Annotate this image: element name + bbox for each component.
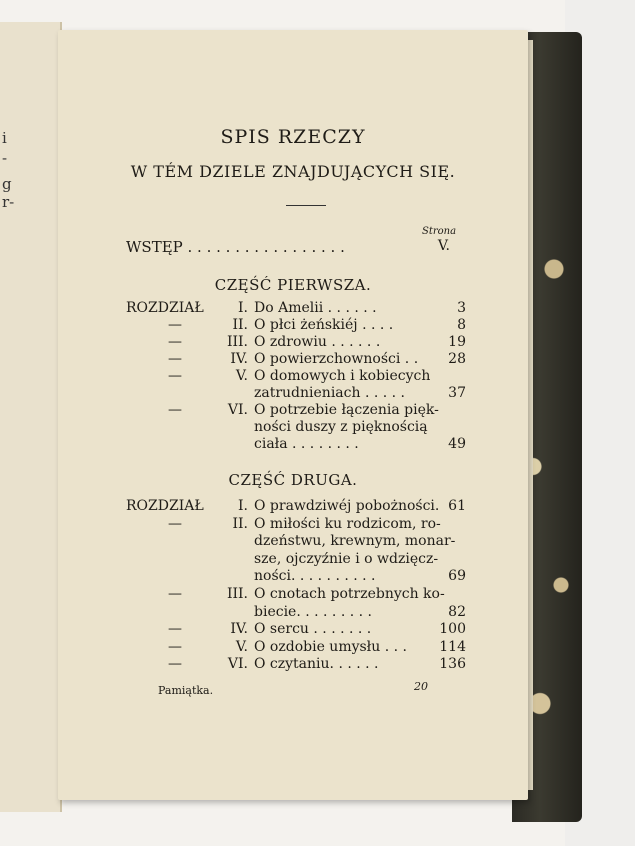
footer-signature: 20: [414, 680, 428, 693]
chapter-page-number: 114: [439, 638, 466, 655]
chapter-number: VI.: [227, 656, 248, 673]
chapter-page-number: 8: [457, 317, 466, 333]
chapter-title: dzeństwu, krewnym, monar-: [254, 533, 456, 550]
chapter-number: IV.: [230, 351, 248, 367]
chapter-number: V.: [235, 368, 248, 384]
part2-heading: CZĘŚĆ DRUGA.: [228, 471, 358, 489]
chapter-dash: —: [168, 317, 182, 333]
left-page-fragment: g: [2, 175, 12, 193]
chapter-number: I.: [238, 498, 248, 514]
chapter-title: O cnotach potrzebnych ko-: [254, 586, 445, 602]
chapter-number: IV.: [230, 621, 248, 638]
chapter-number: III.: [226, 586, 248, 602]
chapter-dash: —: [168, 621, 182, 638]
left-page-fragment: i: [2, 129, 7, 147]
chapter-prefix: ROZDZIAŁ: [126, 300, 204, 316]
chapter-title: zatrudnieniach . . . . .: [254, 385, 405, 401]
chapter-prefix: ROZDZIAŁ: [126, 498, 204, 514]
chapter-title: O potrzebie łączenia pięk-: [254, 402, 439, 418]
chapter-page-number: 28: [448, 351, 466, 367]
chapter-title: O miłości ku rodzicom, ro-: [254, 515, 441, 532]
intro-entry-label: WSTĘP . . . . . . . . . . . . . . . . .: [126, 238, 345, 256]
chapter-number: V.: [235, 638, 248, 655]
chapter-number: I.: [238, 300, 248, 316]
page-subtitle: W TÉM DZIELE ZNAJDUJĄCYCH SIĘ.: [130, 162, 456, 181]
chapter-dash: —: [168, 515, 182, 532]
left-page-fragment: -: [2, 149, 8, 167]
chapter-title: O prawdziwéj pobożności.: [254, 498, 440, 514]
chapter-page-number: 69: [448, 568, 466, 585]
chapter-page-number: 19: [448, 334, 466, 350]
chapter-number: II.: [232, 515, 248, 532]
chapter-title: ności duszy z pięknością: [254, 419, 428, 435]
chapter-dash: —: [168, 334, 182, 350]
part1-heading: CZĘŚĆ PIERWSZA.: [214, 276, 372, 294]
chapter-title: ności. . . . . . . . . .: [254, 568, 376, 585]
chapter-page-number: 37: [448, 385, 466, 401]
chapter-page-number: 3: [457, 300, 466, 316]
intro-entry-page: V.: [437, 238, 450, 254]
chapter-number: VI.: [227, 402, 248, 418]
chapter-title: O zdrowiu . . . . . .: [254, 334, 381, 350]
chapter-title: O sercu . . . . . . .: [254, 621, 372, 638]
chapter-page-number: 82: [448, 603, 466, 620]
table-of-contents: [58, 30, 528, 800]
page-title: SPIS RZECZY: [220, 126, 366, 148]
chapter-number: III.: [226, 334, 248, 350]
chapter-title: Do Amelii . . . . . .: [254, 300, 377, 316]
left-page-fragment: r-: [2, 193, 15, 211]
chapter-page-number: 136: [439, 656, 466, 673]
chapter-title: ciała . . . . . . . .: [254, 436, 359, 452]
chapter-number: II.: [232, 317, 248, 333]
chapter-title: sze, ojczyźnie i o wdzięcz-: [254, 550, 439, 567]
page-column-label: Strona: [422, 226, 457, 237]
chapter-title: O domowych i kobiecych: [254, 368, 431, 384]
chapter-dash: —: [168, 638, 182, 655]
chapter-title: O ozdobie umysłu . . .: [254, 638, 407, 655]
chapter-title: O czytaniu. . . . . .: [254, 656, 379, 673]
divider: [286, 205, 326, 206]
chapter-dash: —: [168, 656, 182, 673]
chapter-dash: —: [168, 368, 182, 384]
chapter-page-number: 61: [448, 498, 466, 514]
chapter-title: O powierzchowności . .: [254, 351, 419, 367]
chapter-dash: —: [168, 586, 182, 602]
chapter-page-number: 100: [439, 621, 466, 638]
chapter-page-number: 49: [448, 436, 466, 452]
footer-title: Pamiątka.: [158, 684, 214, 697]
chapter-title: O płci żeńskiéj . . . .: [254, 317, 394, 333]
chapter-dash: —: [168, 402, 182, 418]
chapter-dash: —: [168, 351, 182, 367]
chapter-title: biecie. . . . . . . . .: [254, 603, 372, 620]
left-page: [0, 22, 62, 812]
